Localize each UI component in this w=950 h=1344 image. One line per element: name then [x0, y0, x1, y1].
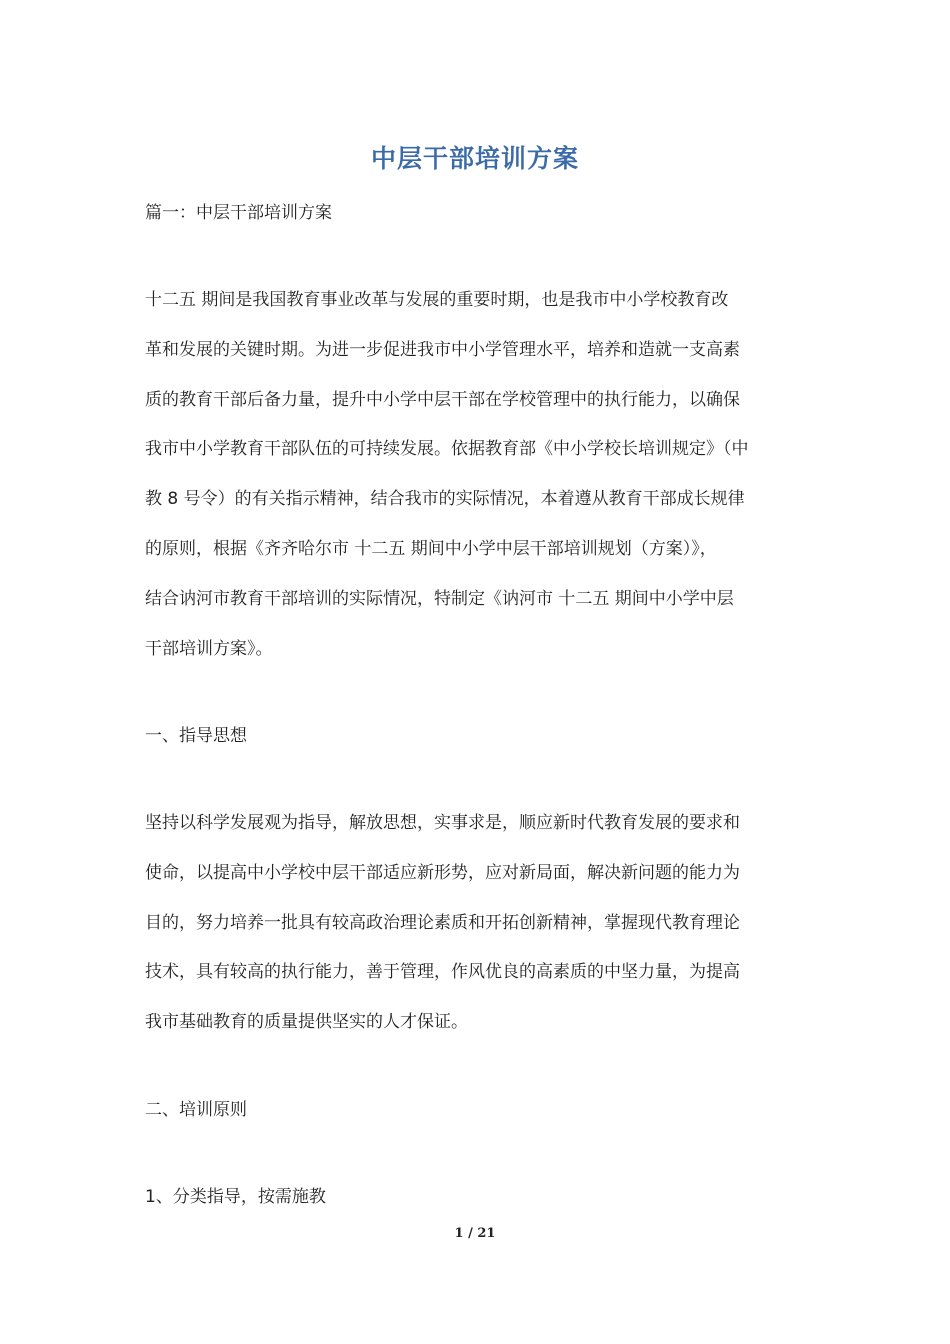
paragraph-line: 坚持以科学发展观为指导，解放思想，实事求是，顺应新时代教育发展的要求和 — [145, 813, 740, 833]
page-number: 1 / 21 — [454, 1226, 496, 1241]
subsection-heading: 1、分类指导，按需施教 — [145, 1187, 326, 1207]
section-heading-training-principles: 二、培训原则 — [145, 1100, 247, 1120]
paragraph-line: 结合讷河市教育干部培训的实际情况，特制定《讷河市 十二五 期间中小学中层 — [145, 588, 734, 609]
paragraph-line: 质的教育干部后备力量，提升中小学中层干部在学校管理中的执行能力，以确保 — [145, 389, 740, 410]
guiding-ideology-paragraph — [145, 799, 807, 1048]
paragraph-line: 革和发展的关键时期。为进一步促进我市中小学管理水平，培养和造就一支高素 — [145, 339, 740, 360]
document-subtitle: 篇一：中层干部培训方案 — [145, 203, 332, 223]
paragraph-line: 十二五 期间是我国教育事业改革与发展的重要时期，也是我市中小学校教育改 — [145, 290, 729, 310]
document-title: 中层干部培训方案 — [370, 144, 579, 173]
paragraph-line: 技术，具有较高的执行能力，善于管理，作风优良的高素质的中坚力量，为提高 — [145, 962, 740, 983]
paragraph-line: 教 8 号令）的有关指示精神，结合我市的实际情况，本着遵从教育干部成长规律 — [145, 489, 745, 510]
paragraph-line: 使命，以提高中小学校中层干部适应新形势，应对新局面，解决新问题的能力为 — [145, 862, 740, 883]
paragraph-line: 我市基础教育的质量提供坚实的人才保证。 — [145, 1012, 468, 1033]
paragraph-line: 干部培训方案》。 — [145, 638, 273, 659]
paragraph-line: 目的，努力培养一批具有较高政治理论素质和开拓创新精神，掌握现代教育理论 — [145, 912, 740, 933]
paragraph-line: 的原则，根据《齐齐哈尔市 十二五 期间中小学中层干部培训规划（方案）》， — [145, 538, 717, 559]
section-heading-guiding-ideology: 一、指导思想 — [145, 726, 247, 746]
intro-paragraph — [145, 276, 807, 674]
paragraph-line: 我市中小学教育干部队伍的可持续发展。依据教育部《中小学校长培训规定》（中 — [145, 439, 749, 460]
